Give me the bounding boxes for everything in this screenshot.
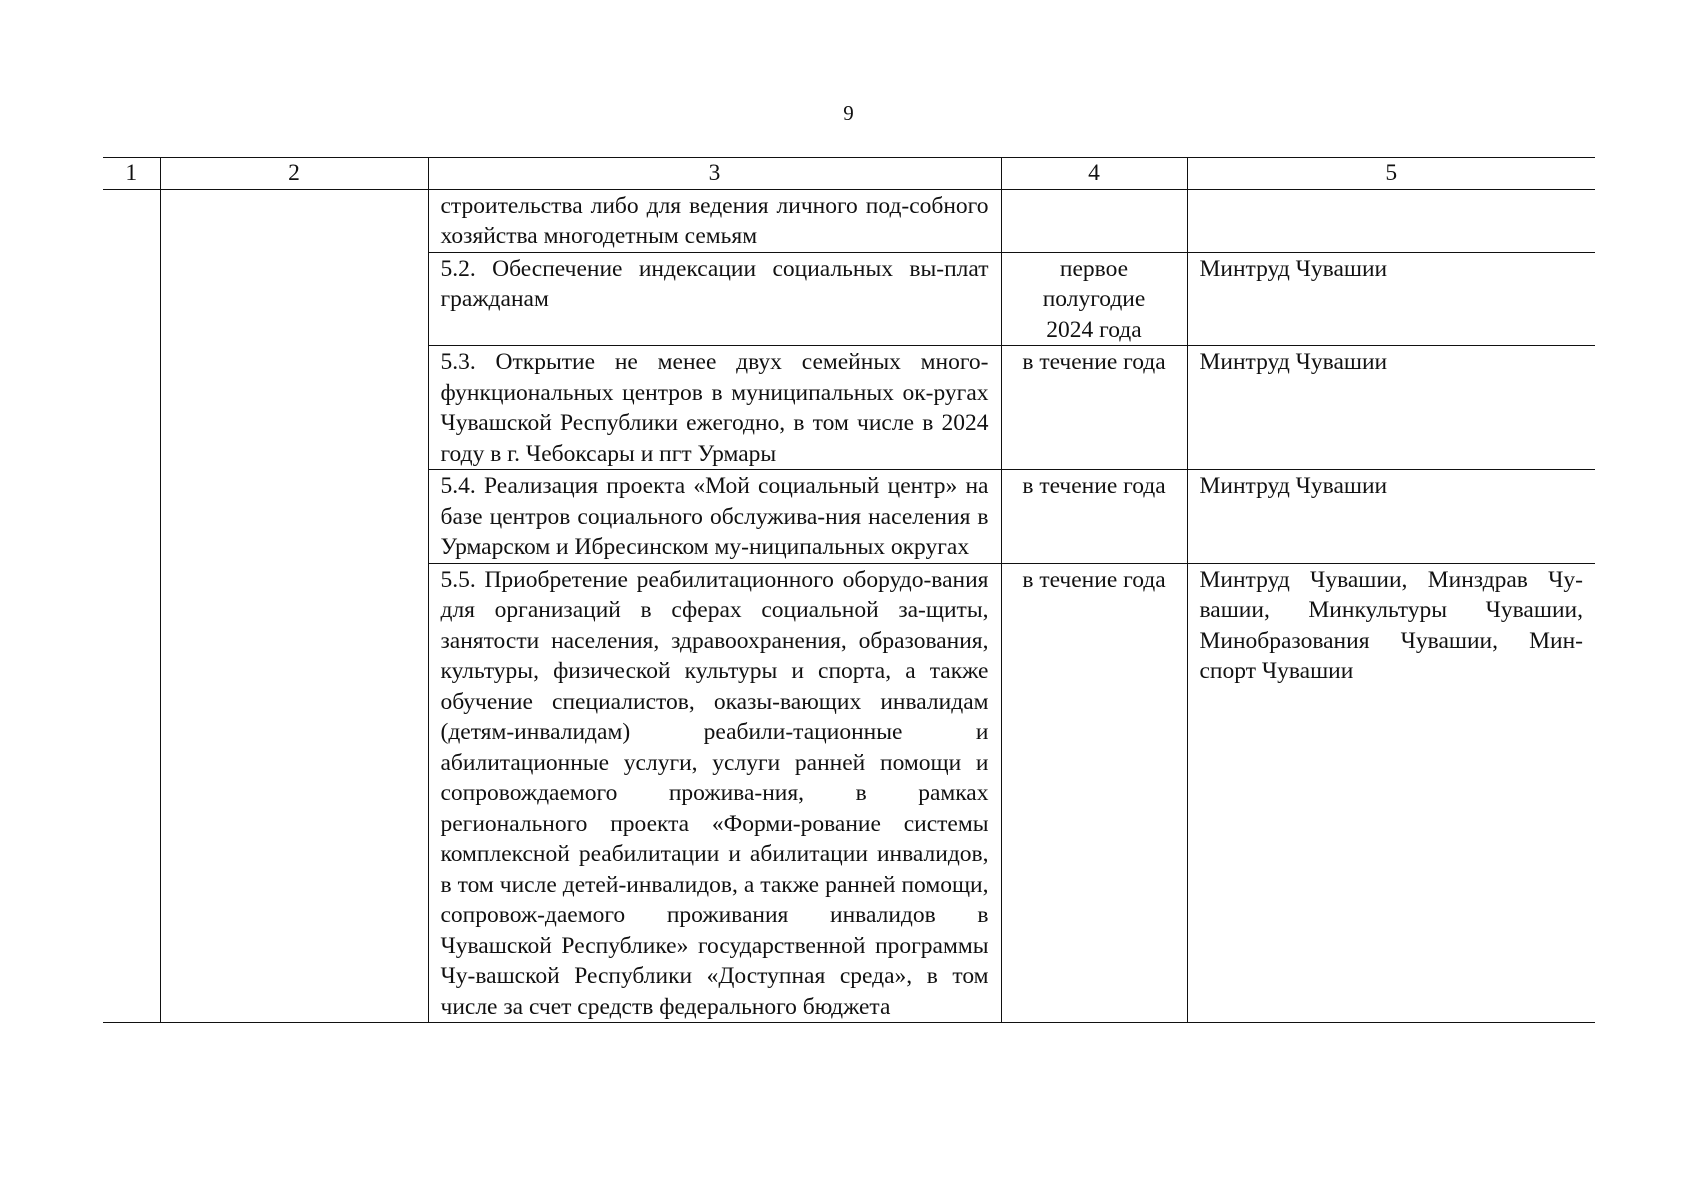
goal-cell bbox=[160, 189, 428, 252]
deadline-cell: первое полугодие 2024 года bbox=[1001, 252, 1187, 346]
goal-cell bbox=[160, 346, 428, 470]
responsible-cell: Минтруд Чувашии, Минздрав Чу-вашии, Минкультуры Чувашии, Минобразования Чувашии, Мин-спорт Чувашии bbox=[1187, 563, 1595, 1023]
row-number-cell bbox=[103, 252, 160, 346]
goal-cell bbox=[160, 470, 428, 564]
measure-cell: строительства либо для ведения личного под-собного хозяйства многодетным семьям bbox=[428, 189, 1001, 252]
deadline-cell: в течение года bbox=[1001, 470, 1187, 564]
column-header-2: 2 bbox=[160, 158, 428, 190]
table-row bbox=[103, 189, 1595, 252]
responsible-cell: Минтруд Чувашии bbox=[1187, 252, 1595, 346]
deadline-cell: в течение года bbox=[1001, 563, 1187, 1023]
deadline-cell: в течение года bbox=[1001, 346, 1187, 470]
goal-cell bbox=[160, 252, 428, 346]
table-row bbox=[103, 563, 1595, 1023]
column-header-4: 4 bbox=[1001, 158, 1187, 190]
column-header-1: 1 bbox=[103, 158, 160, 190]
measure-cell: 5.4. Реализация проекта «Мой социальный центр» на базе центров социального обслужива-ния населения в Урмарском и Ибресинском му-ниципальных округах bbox=[428, 470, 1001, 564]
goal-cell bbox=[160, 563, 428, 1023]
measure-cell: 5.5. Приобретение реабилитационного оборудо-вания для организаций в сферах социальной за-щиты, занятости населения, здравоохранения, образования, культуры, физической культуры и спорта, а также обучение специалистов, оказы-вающих инвалидам (детям-инвалидам) реабили-тационные и абилитационные услуги, услуги ранней помощи и сопровождаемого прожива-ния, в рамках регионального проекта «Форми-рование системы комплексной реабилитации и абилитации инвалидов, в том числе детей-инвалидов, а также ранней помощи, сопровож-даемого проживания инвалидов в Чувашской Республике» государственной программы Чу-вашской Республики «Доступная среда», в том числе за счет средств федерального бюджета bbox=[428, 563, 1001, 1023]
table-row bbox=[103, 346, 1595, 470]
row-number-cell bbox=[103, 189, 160, 252]
table-row bbox=[103, 252, 1595, 346]
deadline-cell bbox=[1001, 189, 1187, 252]
page-number: 9 bbox=[843, 101, 854, 125]
column-header-5: 5 bbox=[1187, 158, 1595, 190]
responsible-cell: Минтруд Чувашии bbox=[1187, 470, 1595, 564]
measure-cell: 5.3. Открытие не менее двух семейных много-функциональных центров в муниципальных ок-ругах Чувашской Республики ежегодно, в том числе в 2024 году в г. Чебоксары и пгт Урмары bbox=[428, 346, 1001, 470]
row-number-cell bbox=[103, 470, 160, 564]
column-header-3: 3 bbox=[428, 158, 1001, 190]
measures-table bbox=[103, 157, 1595, 1023]
responsible-cell: Минтруд Чувашии bbox=[1187, 346, 1595, 470]
responsible-cell bbox=[1187, 189, 1595, 252]
table-header-row bbox=[103, 158, 1595, 190]
row-number-cell bbox=[103, 563, 160, 1023]
table-row bbox=[103, 470, 1595, 564]
measure-cell: 5.2. Обеспечение индексации социальных вы-плат гражданам bbox=[428, 252, 1001, 346]
row-number-cell bbox=[103, 346, 160, 470]
